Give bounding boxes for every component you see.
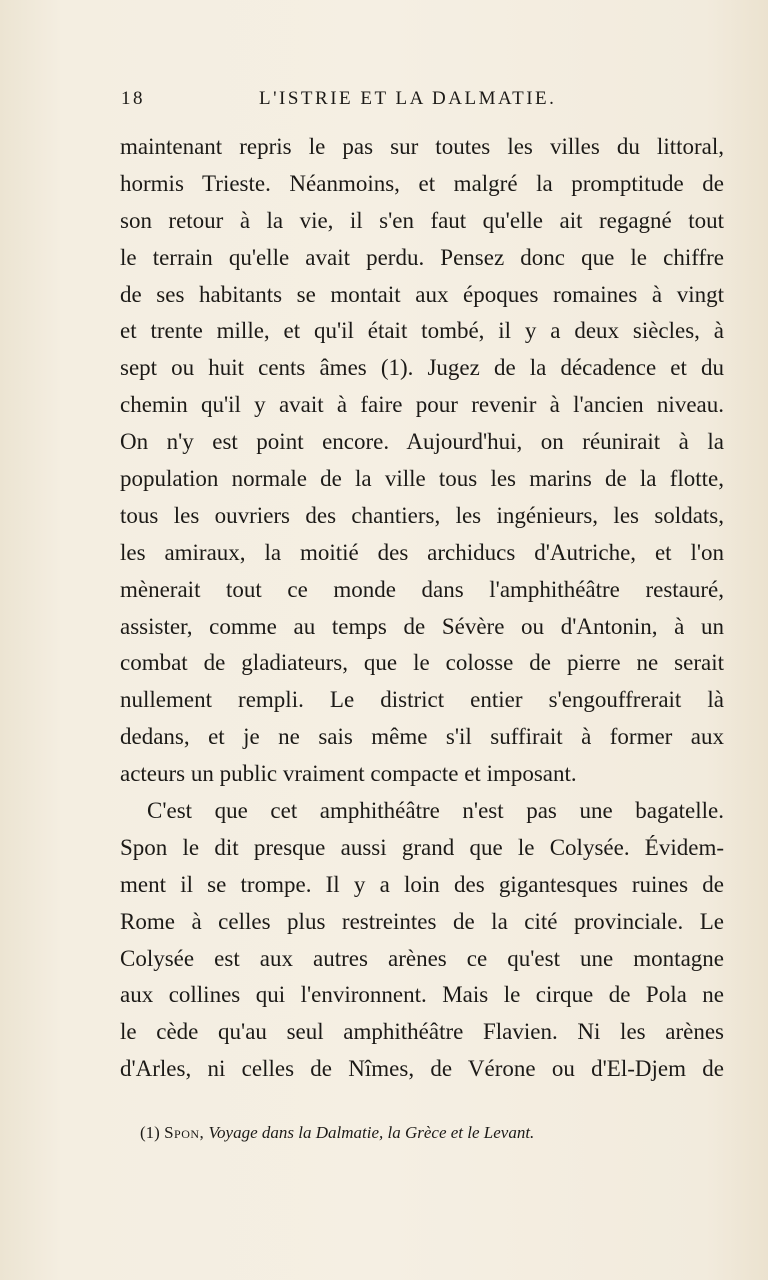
text-line: assister, comme au temps de Sévère ou d'Antonin, à un xyxy=(120,613,724,639)
text-line: maintenant repris le pas sur toutes les villes du littoral, xyxy=(120,134,724,159)
footnote-title: Voyage dans la Dalmatie, la Grèce et le Levant. xyxy=(208,1123,535,1142)
text-line: ment il se trompe. Il y a loin des gigantesques ruines de xyxy=(120,871,724,897)
text-line: Rome à celles plus restreintes de la cité provinciale. Le xyxy=(120,908,724,934)
text-line: le terrain qu'elle avait perdu. Pensez donc que le chiffre xyxy=(120,244,724,270)
text-line: son retour à la vie, il s'en faut qu'elle ait regagné tout xyxy=(120,207,724,233)
footnote-marker: (1) xyxy=(140,1123,160,1142)
text-line: acteurs un public vraiment compacte et imposant. xyxy=(120,761,577,787)
running-title: L'ISTRIE ET LA DALMATIE. xyxy=(259,88,557,109)
text-line: mènerait tout ce monde dans l'amphithéâtre restauré, xyxy=(120,576,724,602)
text-line: nullement rempli. Le district entier s'engouffrerait là xyxy=(120,687,724,713)
body-text xyxy=(120,129,724,1088)
text-line: le cède qu'au seul amphithéâtre Flavien. Ni les arènes xyxy=(120,1019,724,1045)
text-line: combat de gladiateurs, que le colosse de pierre ne serait xyxy=(120,650,724,676)
text-line: hormis Trieste. Néanmoins, et malgré la promptitude de xyxy=(120,170,724,196)
footnote-author: Spon, xyxy=(164,1123,205,1142)
text-line: sept ou huit cents âmes (1). Jugez de la décadence et du xyxy=(120,355,724,381)
footnote xyxy=(140,1121,700,1145)
text-line: les amiraux, la moitié des archiducs d'Autriche, et l'on xyxy=(120,539,724,565)
text-line: d'Arles, ni celles de Nîmes, de Vérone ou d'El-Djem de xyxy=(120,1056,724,1082)
text-line: Colysée est aux autres arènes ce qu'est une montagne xyxy=(120,945,724,971)
page-number: 18 xyxy=(121,88,145,109)
paragraph-1 xyxy=(120,129,724,793)
text-line: dedans, et je ne sais même s'il suffirait à former aux xyxy=(120,724,724,750)
text-line: chemin qu'il y avait à faire pour revenir à l'ancien niveau. xyxy=(120,392,724,418)
text-line: aux collines qui l'environnent. Mais le cirque de Pola ne xyxy=(120,982,724,1008)
text-line: et trente mille, et qu'il était tombé, il y a deux siècles, à xyxy=(120,318,724,344)
text-line: C'est que cet amphithéâtre n'est pas une bagatelle. xyxy=(147,798,724,824)
text-line: Spon le dit presque aussi grand que le Colysée. Évidem- xyxy=(120,834,724,860)
page-header xyxy=(121,88,726,114)
text-line: population normale de la ville tous les marins de la flotte, xyxy=(120,466,724,492)
text-line: On n'y est point encore. Aujourd'hui, on réunirait à la xyxy=(120,429,724,455)
paragraph-2 xyxy=(120,793,724,1088)
text-line: tous les ouvriers des chantiers, les ingénieurs, les soldats, xyxy=(120,502,724,528)
text-line: de ses habitants se montait aux époques romaines à vingt xyxy=(120,281,724,307)
